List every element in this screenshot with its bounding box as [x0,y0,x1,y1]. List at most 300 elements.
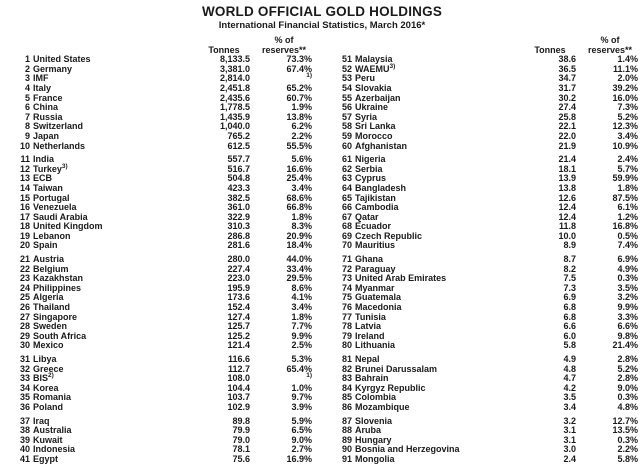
row-tonnes: 361.0 [227,202,250,213]
row-tonnes: 104.4 [227,382,250,393]
table-columns [0,36,644,465]
row-rank: 1 [24,54,30,65]
row-country: IMF [33,73,49,84]
row-rank: 33 [19,373,30,384]
row-pct-reserves: 6.6% [617,321,638,332]
row-tonnes: 103.7 [227,392,250,403]
row-country: Indonesia [33,444,76,455]
table-row [336,65,638,75]
row-pct-reserves: 65.2% [286,82,312,93]
row-rank: 54 [341,82,352,93]
row-pct-reserves: 3.9% [291,401,312,412]
row-pct-reserves: 2.2% [617,444,638,455]
row-pct-reserves: 7.4% [617,240,638,251]
row-tonnes: 79.0 [232,434,250,445]
row-country: Portugal [33,192,70,203]
title-block [0,0,644,32]
row-country: Russia [33,111,63,122]
table-row [14,74,312,84]
row-country: WAEMU$^{3)}$ [355,62,396,74]
row-country: Germany [33,63,73,74]
row-rank: 65 [341,192,352,203]
row-rank: 18 [19,221,30,232]
row-country: Australia [33,425,72,436]
row-rank: 66 [341,202,352,213]
row-tonnes: 12.4 [558,211,576,222]
row-tonnes: 79.9 [232,425,250,436]
row-pct-reserves: 6.2% [291,121,312,132]
row-rank: 57 [341,111,352,122]
row-tonnes: 2,451.8 [219,82,250,93]
pct-header-line1: % of [274,35,294,45]
row-pct-reserves: 3.5% [617,282,638,293]
row-tonnes: 12.4 [558,202,576,213]
row-country: Lebanon [33,230,71,241]
row-country: Paraguay [355,263,396,274]
row-country: Colombia [355,392,397,403]
row-pct-reserves: 8.3% [291,221,312,232]
row-pct-reserves: 7.3% [617,102,638,113]
table-row [14,232,312,242]
table-row [336,103,638,113]
row-country: Italy [33,82,52,93]
row-country: Bangladesh [355,182,407,193]
row-country: Hungary [355,434,392,445]
row-rank: 35 [19,392,30,403]
table-row [14,455,312,465]
row-pct-reserves: 1.8% [291,311,312,322]
row-country: Venezuela [33,202,77,213]
row-rank: 69 [341,230,352,241]
row-tonnes: 8.7 [563,254,576,265]
row-rank: 19 [19,230,30,241]
row-pct-reserves: 16.6% [286,163,312,174]
row-rank: 84 [341,382,352,393]
row-pct-reserves: 44.0% [286,254,312,265]
row-pct-reserves: 68.6% [286,192,312,203]
row-country: Qatar [355,211,379,222]
row-tonnes: 8,133.5 [219,54,250,65]
row-pct-reserves: 1.4% [617,54,638,65]
row-rank: 72 [341,263,352,274]
row-tonnes: 125.2 [227,330,250,341]
row-country: Saudi Arabia [33,211,88,222]
row-tonnes: 2.4 [563,453,576,464]
table-row [336,142,638,152]
row-country: Greece [33,363,64,374]
right-column [322,36,644,465]
row-tonnes: 11.8 [558,221,576,232]
row-country: Slovenia [355,415,393,426]
row-rank: 87 [341,415,352,426]
row-pct-reserves: 6.5% [291,425,312,436]
page-title: WORLD OFFICIAL GOLD HOLDINGS [201,4,443,19]
row-tonnes: 27.4 [558,102,576,113]
row-country: Belgium [33,263,69,274]
row-rank: 55 [341,92,352,103]
row-rank: 28 [19,321,30,332]
row-tonnes: 13.8 [558,182,576,193]
row-pct-reserves: 8.6% [291,282,312,293]
row-pct-reserves: 3.4% [617,130,638,141]
row-tonnes: 22.1 [558,121,576,132]
row-rank: 62 [341,163,352,174]
row-country: Mexico [33,340,64,351]
row-tonnes: 8.2 [563,263,576,274]
row-rank: 9 [24,130,30,141]
row-country: Tajikistan [355,192,396,203]
left-table-body [14,36,312,465]
row-country: Mozambique [355,401,410,412]
row-pct-reserves: 1.8% [617,182,638,193]
row-tonnes: 4.2 [563,382,576,393]
row-country: United Kingdom [33,221,103,232]
row-country: Brunei Darussalam [355,363,438,374]
row-pct-reserves: 0.3% [617,392,638,403]
row-pct-reserves: 3.3% [617,311,638,322]
row-tonnes: 75.6 [232,453,250,464]
row-country: Tunisia [355,311,386,322]
row-pct-reserves: 1.0% [291,382,312,393]
row-country: Syria [355,111,378,122]
row-tonnes: 3.1 [563,425,576,436]
row-pct-reserves: 39.2% [612,82,638,93]
row-pct-reserves: 65.4% [286,363,312,374]
row-tonnes: 3.4 [563,401,576,412]
table-row [14,165,312,175]
row-pct-reserves: 9.7% [291,392,312,403]
row-rank: 13 [19,173,30,184]
row-country: United States [33,54,91,65]
row-pct-reserves: 16.8% [612,221,638,232]
row-tonnes: 516.7 [227,163,250,174]
row-tonnes: 7.3 [563,282,576,293]
row-pct-reserves: 4.1% [291,292,312,303]
row-tonnes: 13.9 [558,173,576,184]
row-rank: 56 [341,102,352,113]
row-pct-reserves: 4.8% [617,401,638,412]
row-rank: 36 [19,401,30,412]
row-tonnes: 322.9 [227,211,250,222]
footnote-marker: 2) [48,372,54,380]
row-pct-reserves: 5.9% [291,415,312,426]
row-pct-reserves: 20.9% [286,230,312,241]
row-rank: 85 [341,392,352,403]
row-rank: 5 [24,92,30,103]
row-tonnes: 382.5 [227,192,250,203]
row-pct-reserves: 2.0% [617,73,638,84]
row-tonnes: 121.4 [227,340,250,351]
row-country: Mongolia [355,453,395,464]
row-country: Turkey$^{3)}$ [33,162,68,174]
row-rank: 63 [341,173,352,184]
table-row [336,417,638,427]
table-row [336,341,638,351]
row-rank: 20 [19,240,30,251]
row-tonnes: 1,435.9 [219,111,250,122]
row-tonnes: 3.0 [563,444,576,455]
row-country: South Africa [33,330,87,341]
row-tonnes: 3.5 [563,392,576,403]
row-tonnes: 6.9 [563,292,576,303]
row-rank: 39 [19,434,30,445]
row-rank: 75 [341,292,352,303]
row-rank: 90 [341,444,352,455]
row-pct-reserves: 16.0% [612,92,638,103]
row-tonnes: 152.4 [227,302,250,313]
tonnes-header: Tonnes [208,44,240,55]
row-tonnes: 286.8 [227,230,250,241]
row-tonnes: 31.7 [558,82,576,93]
row-country: Algeria [33,292,64,303]
row-country: Slovakia [355,82,392,93]
row-rank: 15 [19,192,30,203]
table-row [14,94,312,104]
row-rank: 68 [341,221,352,232]
row-tonnes: 12.6 [558,192,576,203]
row-country: Bosnia and Herzegovina [355,444,460,455]
row-country: Iraq [33,415,50,426]
row-pct-reserves: 3.4% [291,182,312,193]
row-tonnes: 504.8 [227,173,250,184]
row-rank: 82 [341,363,352,374]
row-country: Ecuador [355,221,392,232]
row-tonnes: 280.0 [227,254,250,265]
row-rank: 4 [24,82,30,93]
row-tonnes: 21.9 [558,140,576,151]
row-tonnes: 195.9 [227,282,250,293]
row-tonnes: 108.0 [227,373,250,384]
row-rank: 52 [341,63,352,74]
row-tonnes: 34.7 [558,73,576,84]
row-tonnes: 423.3 [227,182,250,193]
row-pct-reserves: 5.3% [291,354,312,364]
pct-header-line2: reserves** [261,44,307,55]
row-country: Cambodia [355,202,399,213]
row-rank: 60 [341,140,352,151]
row-tonnes: 112.7 [227,363,250,374]
table-row [336,313,638,323]
row-rank: 38 [19,425,30,436]
row-country: China [33,102,59,113]
row-country: Azerbaijan [355,92,401,103]
table-row [14,241,312,251]
row-pct-reserves: 12.3% [612,121,638,132]
row-rank: 11 [20,154,30,165]
row-rank: 53 [341,73,352,84]
row-rank: 89 [341,434,352,445]
row-pct-reserves: 1.8% [291,211,312,222]
row-pct-reserves: 0.3% [617,434,638,445]
row-pct-reserves: 5.8% [617,453,638,464]
row-country: Mauritius [355,240,396,251]
left-column [0,36,322,465]
row-country: Nepal [355,354,380,364]
row-country: Kyrgyz Republic [355,382,426,393]
row-country: Switzerland [33,121,84,132]
row-rank: 76 [341,302,352,313]
row-pct-reserves: 21.4% [612,340,638,351]
row-tonnes: 173.6 [227,292,250,303]
row-pct-reserves: 2.2% [291,130,312,141]
row-pct-reserves: 25.4% [286,173,312,184]
row-pct-reserves: 9.9% [291,330,312,341]
row-pct-reserves: 2.4% [617,154,638,165]
row-tonnes: 310.3 [227,221,250,232]
table-row [14,403,312,413]
row-rank: 83 [341,373,352,384]
row-pct-reserves: 2.5% [291,340,312,351]
row-pct-reserves: 5.7% [617,163,638,174]
row-pct-reserves: 5.2% [617,111,638,122]
row-rank: 61 [341,154,352,165]
row-rank: 86 [341,401,352,412]
row-pct-reserves: 1.9% [291,102,312,113]
row-country: Romania [33,392,72,403]
row-rank: 22 [19,263,30,274]
row-pct-reserves: 9.0% [617,382,638,393]
row-rank: 41 [19,453,30,464]
row-rank: 23 [19,273,30,284]
row-country: Aruba [355,425,382,436]
row-country: India [33,154,55,165]
row-pct-reserves: 11.1% [612,63,638,74]
row-country: United Arab Emirates [355,273,447,284]
row-rank: 2 [24,63,30,74]
row-country: BIS$^{2)}$ [33,372,54,384]
row-pct-reserves: 2.8% [617,373,638,384]
row-country: Sri Lanka [355,121,396,132]
table-row [14,65,312,75]
row-pct-reserves: 0.5% [617,230,638,241]
row-tonnes: 3.1 [563,434,576,445]
row-rank: 32 [19,363,30,374]
row-rank: 37 [19,415,30,426]
row-country: Kazakhstan [33,273,84,284]
footnote-marker: 1) [306,72,312,80]
row-tonnes: 6.6 [563,321,576,332]
row-country: Latvia [355,321,382,332]
row-country: Bahrain [355,373,389,384]
row-rank: 64 [341,182,352,193]
table-row [336,403,638,413]
row-pct-reserves: 18.4% [286,240,312,251]
row-rank: 21 [19,254,30,265]
row-tonnes: 4.8 [563,363,576,374]
row-pct-reserves: 10.9% [612,140,638,151]
row-tonnes: 2,435.6 [219,92,250,103]
row-pct-reserves: 6.1% [617,202,638,213]
row-pct-reserves: 12.7% [612,415,638,426]
row-country: Myanmar [355,282,395,293]
row-tonnes: 4.7 [563,373,576,384]
table-row [14,142,312,152]
row-rank: 71 [341,254,352,265]
row-tonnes: 116.6 [227,354,250,364]
row-tonnes: 89.8 [232,415,250,426]
row-rank: 27 [19,311,30,322]
row-country: Morocco [355,130,393,141]
row-tonnes: 5.8 [563,340,576,351]
row-tonnes: 21.4 [558,154,576,165]
row-tonnes: 102.9 [227,401,250,412]
row-pct-reserves: 7.7% [291,321,312,332]
row-tonnes: 6.0 [563,330,576,341]
row-country: Macedonia [355,302,402,313]
row-country: Libya [33,354,57,364]
row-pct-reserves: 60.7% [286,92,312,103]
footnote-marker: 3) [61,162,68,170]
row-tonnes: 2,814.0 [219,73,250,84]
row-rank: 67 [341,211,352,222]
row-country: Malaysia [355,54,393,65]
row-rank: 30 [19,340,30,351]
row-country: Japan [33,130,60,141]
row-pct-reserves: 16.9% [286,453,312,464]
row-rank: 14 [19,182,30,193]
row-tonnes: 557.7 [227,154,250,165]
row-country: Ghana [355,254,384,265]
tonnes-header: Tonnes [534,44,566,55]
pct-header-line1: % of [600,35,620,45]
row-rank: 16 [19,202,30,213]
row-country: Ireland [355,330,385,341]
row-pct-reserves: 29.5% [286,273,312,284]
right-table-body [336,36,638,465]
row-pct-reserves: 9.0% [291,434,312,445]
row-country: Philippines [33,282,82,293]
row-tonnes: 765.2 [227,130,250,141]
row-pct-reserves: 3.2% [617,292,638,303]
row-country: Austria [33,254,65,265]
row-rank: 8 [24,121,30,132]
row-rank: 58 [341,121,352,132]
row-tonnes: 227.4 [227,263,250,274]
row-tonnes: 25.8 [558,111,576,122]
row-country: Singapore [33,311,78,322]
row-country: Guatemala [355,292,402,303]
row-tonnes: 223.0 [227,273,250,284]
row-country: Egypt [33,453,59,464]
row-rank: 31 [19,354,30,364]
pct-header-line2: reserves** [587,44,633,55]
row-country: Thailand [33,302,71,313]
row-country: Spain [33,240,58,251]
row-rank: 91 [341,453,352,464]
row-pct-reserves: 6.9% [617,254,638,265]
row-country: Korea [33,382,59,393]
gold-table-left [14,36,312,465]
row-rank: 73 [341,273,352,284]
row-country: France [33,92,63,103]
row-rank: 7 [24,111,30,122]
row-pct-reserves: 59.9% [612,173,638,184]
row-pct-reserves: 9.9% [617,302,638,313]
row-rank: 26 [19,302,30,313]
gold-table-right [336,36,638,465]
table-row [14,365,312,375]
row-pct-reserves: 4.9% [617,263,638,274]
row-pct-reserves: 66.8% [286,202,312,213]
row-tonnes: 1,778.5 [219,102,250,113]
row-country: ECB [33,173,53,184]
footnote-marker: 1) [306,372,312,380]
row-pct-reserves: 5.2% [617,363,638,374]
row-tonnes: 1,040.0 [219,121,250,132]
row-tonnes: 8.9 [563,240,576,251]
row-tonnes: 38.6 [558,54,576,65]
row-country: Taiwan [33,182,63,193]
